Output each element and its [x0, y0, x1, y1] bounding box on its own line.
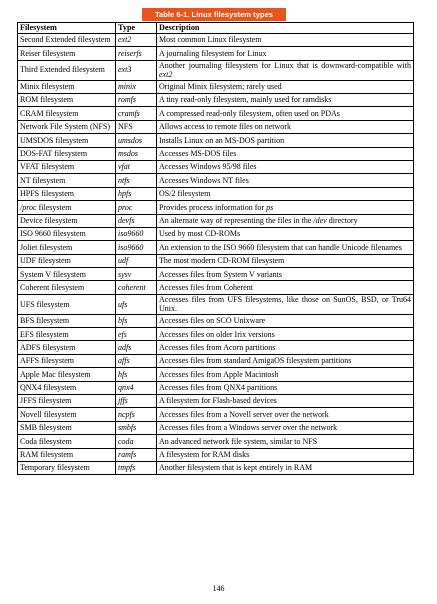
filesystem-name-cell: VFAT filesystem: [18, 160, 116, 173]
table-row: [18, 281, 414, 294]
table-row: [18, 187, 414, 200]
filesystem-type-cell: hpfs: [116, 187, 157, 200]
filesystem-type-cell: coda: [116, 435, 157, 448]
filesystem-description-cell: Most common Linux filesystem: [157, 34, 414, 47]
table-row: [18, 268, 414, 281]
table-row: [18, 93, 414, 106]
table-row: [18, 448, 414, 461]
filesystem-type-cell: efs: [116, 328, 157, 341]
filesystem-name-cell: Joliet filesystem: [18, 241, 116, 254]
table-row: [18, 147, 414, 160]
filesystem-name-cell: Coherent filesystem: [18, 281, 116, 294]
filesystem-name-cell: UFS filesystem: [18, 294, 116, 314]
filesystem-type-cell: vfat: [116, 160, 157, 173]
table-row: [18, 328, 414, 341]
filesystem-description-cell: A journaling filesystem for Linux: [157, 47, 414, 60]
filesystem-description-cell: Accesses files from a Novell server over the network: [157, 408, 414, 421]
filesystem-name-cell: EFS filesystem: [18, 328, 116, 341]
filesystem-name-cell: NT filesystem: [18, 174, 116, 187]
filesystem-name-cell: QNX4 filesystem: [18, 381, 116, 394]
filesystem-name-cell: Network File System (NFS): [18, 120, 116, 133]
filesystem-description-cell: Accesses files from Coherent: [157, 281, 414, 294]
filesystem-description-cell: Accesses files on SCO Unixware: [157, 314, 414, 327]
filesystem-type-cell: ramfs: [116, 448, 157, 461]
filesystem-name-cell: Second Extended filesystem: [18, 34, 116, 47]
filesystem-name-cell: DOS-FAT filesystem: [18, 147, 116, 160]
filesystem-type-cell: udf: [116, 254, 157, 267]
filesystem-description-cell: Accesses files from QNX4 partitions: [157, 381, 414, 394]
table-row: [18, 435, 414, 448]
filesystem-description-cell: A filesystem for RAM disks: [157, 448, 414, 461]
filesystem-name-cell: Apple Mac filesystem: [18, 368, 116, 381]
filesystem-description-cell: Accesses Windows 95/98 files: [157, 160, 414, 173]
filesystem-name-cell: System V filesystem: [18, 268, 116, 281]
filesystem-description-cell: The most modern CD-ROM filesystem: [157, 254, 414, 267]
table-row: [18, 421, 414, 434]
filesystem-description-cell: Accesses MS-DOS files: [157, 147, 414, 160]
filesystem-type-cell: proc: [116, 201, 157, 214]
filesystem-description-cell: Accesses files from System V variants: [157, 268, 414, 281]
table-row: [18, 47, 414, 60]
table-row: [18, 174, 414, 187]
filesystem-description-cell: Accesses files from UFS filesystems, like those on SunOS, BSD, or Tru64 Unix.: [157, 294, 414, 314]
filesystem-name-cell: /proc filesystem: [18, 201, 116, 214]
table-body: [18, 34, 414, 475]
filesystem-type-cell: ufs: [116, 294, 157, 314]
filesystem-type-cell: affs: [116, 354, 157, 367]
filesystem-type-cell: coherent: [116, 281, 157, 294]
table-row: [18, 341, 414, 354]
table-row: [18, 120, 414, 133]
table-row: [18, 381, 414, 394]
filesystem-description-cell: Accesses files from Apple Macintosh: [157, 368, 414, 381]
filesystem-description-cell: A tiny read-only filesystem, mainly used for ramdisks: [157, 93, 414, 106]
filesystem-type-cell: iso9660: [116, 241, 157, 254]
filesystem-description-cell: Accesses files on older Irix versions: [157, 328, 414, 341]
filesystem-description-cell: An extension to the ISO 9660 filesystem that can handle Unicode filenames: [157, 241, 414, 254]
filesystem-type-cell: minix: [116, 80, 157, 93]
filesystem-description-cell: An advanced network file system, similar to NFS: [157, 435, 414, 448]
table-row: [18, 134, 414, 147]
table-row: [18, 461, 414, 474]
filesystem-description-cell: Original Minix filesystem; rarely used: [157, 80, 414, 93]
filesystem-type-cell: devfs: [116, 214, 157, 227]
filesystem-type-cell: umsdos: [116, 134, 157, 147]
filesystem-name-cell: JFFS filesystem: [18, 395, 116, 408]
filesystem-description-cell: Another filesystem that is kept entirely in RAM: [157, 461, 414, 474]
filesystem-name-cell: BFS filesystem: [18, 314, 116, 327]
filesystem-name-cell: Minix filesystem: [18, 80, 116, 93]
table-caption: Table 6-1. Linux filesystem types: [142, 8, 286, 21]
filesystem-type-cell: tmpfs: [116, 461, 157, 474]
filesystem-name-cell: Temporary filesystem: [18, 461, 116, 474]
filesystem-type-cell: cramfs: [116, 107, 157, 120]
table-row: [18, 241, 414, 254]
filesystem-name-cell: Device filesystem: [18, 214, 116, 227]
filesystem-description-cell: Accesses Windows NT files: [157, 174, 414, 187]
filesystem-type-cell: ncpfs: [116, 408, 157, 421]
table-row: [18, 107, 414, 120]
filesystem-type-cell: NFS: [116, 120, 157, 133]
table-header-row: [18, 23, 414, 34]
table-row: [18, 80, 414, 93]
filesystem-name-cell: ISO 9660 filesystem: [18, 227, 116, 240]
table-row: [18, 60, 414, 80]
table-row: [18, 34, 414, 47]
filesystem-type-cell: reiserfs: [116, 47, 157, 60]
table-row: [18, 354, 414, 367]
table-row: [18, 408, 414, 421]
filesystem-name-cell: AFFS filesystem: [18, 354, 116, 367]
table-row: [18, 368, 414, 381]
filesystem-description-cell: Accesses files from a Windows server over the network: [157, 421, 414, 434]
header-description: Description: [157, 23, 414, 34]
filesystem-name-cell: Reiser filesystem: [18, 47, 116, 60]
table-row: [18, 395, 414, 408]
filesystem-name-cell: RAM filesystem: [18, 448, 116, 461]
filesystem-type-cell: adfs: [116, 341, 157, 354]
filesystem-description-cell: A compressed read-only filesystem, often used on PDAs: [157, 107, 414, 120]
filesystem-description-cell: A filesystem for Flash-based devices: [157, 395, 414, 408]
filesystem-description-cell: Provides process information for ps: [157, 201, 414, 214]
filesystem-name-cell: Novell filesystem: [18, 408, 116, 421]
filesystem-name-cell: Coda filesystem: [18, 435, 116, 448]
filesystem-name-cell: ADFS filesystem: [18, 341, 116, 354]
filesystem-name-cell: CRAM filesystem: [18, 107, 116, 120]
filesystem-type-cell: ext2: [116, 34, 157, 47]
filesystem-name-cell: UMSDOS filesystem: [18, 134, 116, 147]
filesystem-description-cell: Another journaling filesystem for Linux that is downward-compatible with ext2: [157, 60, 414, 80]
table-row: [18, 214, 414, 227]
header-type: Type: [116, 23, 157, 34]
filesystem-type-cell: ntfs: [116, 174, 157, 187]
filesystem-name-cell: UDF filesystem: [18, 254, 116, 267]
table-row: [18, 254, 414, 267]
filesystem-type-cell: smbfs: [116, 421, 157, 434]
page-number: 146: [212, 584, 225, 593]
filesystem-description-cell: Allows access to remote files on network: [157, 120, 414, 133]
table-row: [18, 227, 414, 240]
filesystem-type-cell: iso9660: [116, 227, 157, 240]
filesystem-name-cell: Third Extended filesystem: [18, 60, 116, 80]
table-row: [18, 314, 414, 327]
filesystem-description-cell: Used by most CD-ROMs: [157, 227, 414, 240]
table-row: [18, 201, 414, 214]
table-row: [18, 160, 414, 173]
header-filesystem: Filesystem: [18, 23, 116, 34]
filesystem-name-cell: ROM filesystem: [18, 93, 116, 106]
filesystem-type-cell: ext3: [116, 60, 157, 80]
filesystem-description-cell: Installs Linux on an MS-DOS partition: [157, 134, 414, 147]
filesystem-type-cell: bfs: [116, 314, 157, 327]
filesystem-description-cell: An alternate way of representing the files in the /dev directory: [157, 214, 414, 227]
filesystem-type-cell: hfs: [116, 368, 157, 381]
filesystem-type-cell: jffs: [116, 395, 157, 408]
filesystem-table: [17, 22, 414, 475]
filesystem-description-cell: OS/2 filesystem: [157, 187, 414, 200]
filesystem-type-cell: sysv: [116, 268, 157, 281]
filesystem-name-cell: SMB filesystem: [18, 421, 116, 434]
filesystem-description-cell: Accesses files from standard AmigaOS filesystem partitions: [157, 354, 414, 367]
filesystem-type-cell: qnx4: [116, 381, 157, 394]
filesystem-name-cell: HPFS filesystem: [18, 187, 116, 200]
filesystem-description-cell: Accesses files from Acorn partitions: [157, 341, 414, 354]
filesystem-type-cell: msdos: [116, 147, 157, 160]
filesystem-type-cell: romfs: [116, 93, 157, 106]
table-row: [18, 294, 414, 314]
